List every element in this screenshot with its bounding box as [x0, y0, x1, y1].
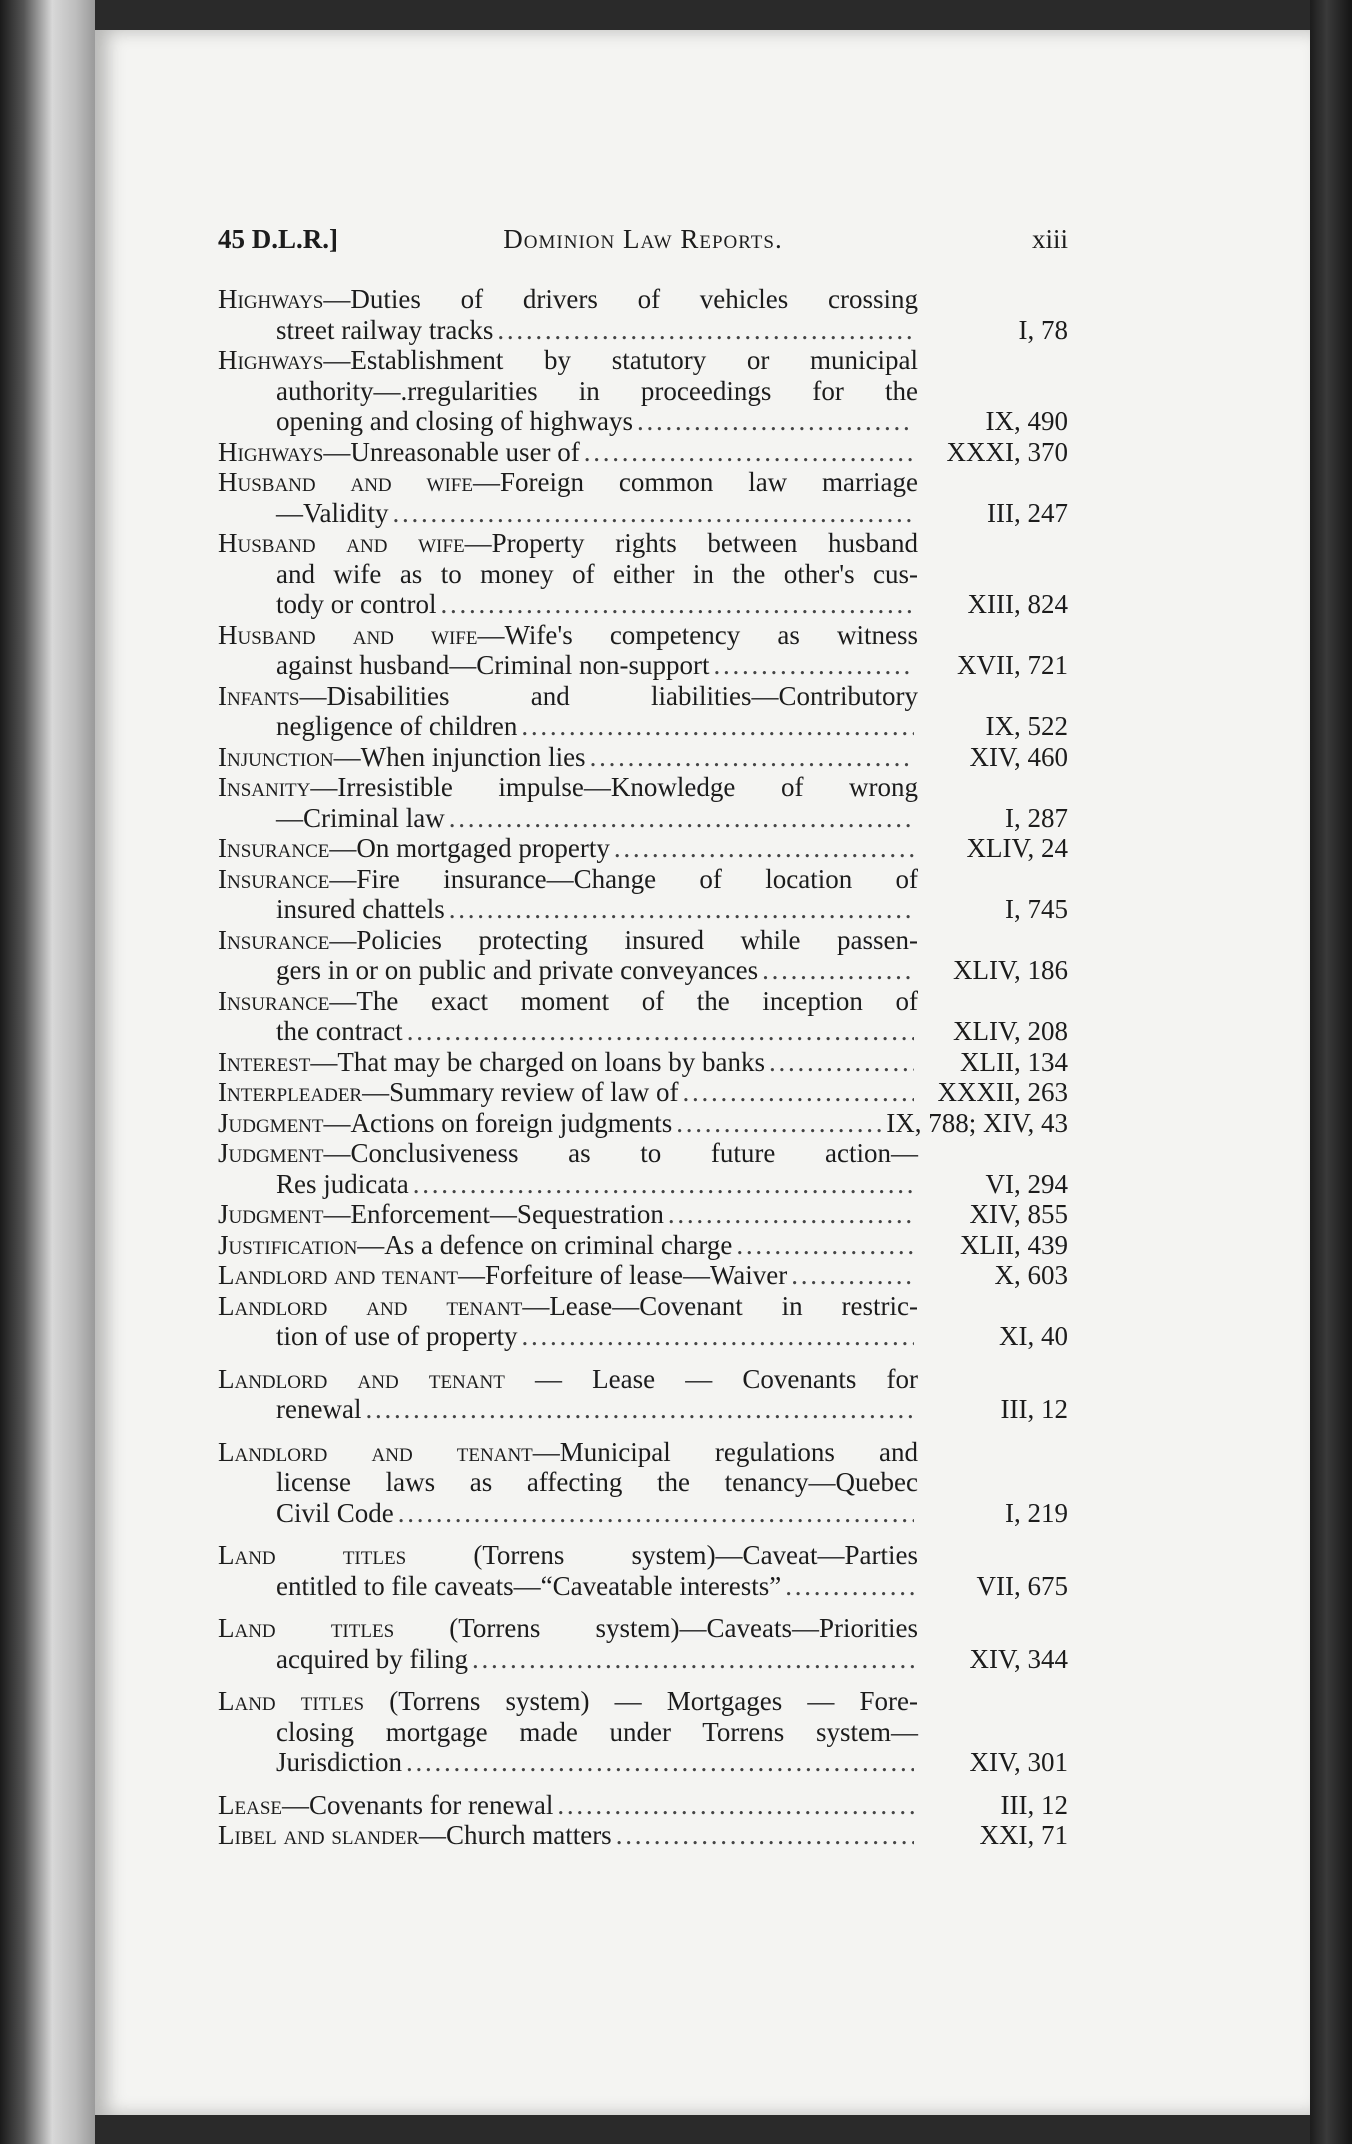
- entry-line: [218, 1108, 1068, 1139]
- entry-line: [218, 1077, 1068, 1108]
- entry-heading: Judgment: [218, 1107, 324, 1138]
- entry-text: —Forfeiture of lease—Waiver: [458, 1260, 788, 1290]
- entry-line: [218, 1686, 918, 1717]
- index-entry: [218, 1199, 1068, 1230]
- entry-heading: Highways: [218, 345, 324, 375]
- index-entry: [218, 284, 1068, 345]
- entry-line: [218, 894, 1068, 925]
- volume-label: 45 D.L.R.]: [218, 224, 338, 254]
- index-entry: [218, 620, 1068, 681]
- entry-text: renewal: [276, 1394, 362, 1424]
- index-entry: [218, 1230, 1068, 1261]
- index-entry: [218, 1077, 1068, 1108]
- entry-text: and wife as to money of either in the other's cus-: [276, 558, 918, 589]
- dot-leader: [637, 406, 914, 437]
- entry-heading: Judgment: [218, 1138, 324, 1168]
- page-number: xiii: [1031, 224, 1068, 254]
- dot-leader: [614, 833, 914, 864]
- entry-line: [218, 406, 1068, 437]
- entry-line: [218, 528, 918, 559]
- entry-line: [218, 1291, 918, 1322]
- volume-page-reference: I, 78: [1018, 314, 1068, 345]
- volume-page-reference: XIII, 824: [967, 589, 1068, 619]
- entry-heading: Lease: [218, 1789, 282, 1820]
- entry-text: —Summary review of law of: [362, 1077, 679, 1107]
- entry-heading: Landlord and tenant: [218, 1260, 459, 1290]
- entry-line: [218, 1199, 1068, 1230]
- index-entries: [218, 284, 1068, 1851]
- entry-heading: Husband and wife: [218, 467, 473, 497]
- entry-text: against husband—Criminal non-support: [276, 650, 710, 680]
- index-entry: [218, 1613, 1068, 1674]
- dot-leader: [521, 1321, 914, 1352]
- volume-page-reference: XXI, 71: [979, 1820, 1068, 1850]
- index-entry: [218, 986, 1068, 1047]
- index-entry: [218, 1047, 1068, 1078]
- index-entry: [218, 925, 1068, 986]
- volume-page-reference: XIV, 301: [969, 1747, 1068, 1777]
- dot-leader: [393, 498, 915, 529]
- entry-text: —Duties of drivers of vehicles crossing: [323, 284, 918, 314]
- dot-leader: [449, 894, 914, 925]
- entry-heading: Justification: [218, 1229, 358, 1260]
- volume-page-reference: IX, 788; XIV, 43: [886, 1107, 1068, 1138]
- entry-text: (Torrens system)—Caveats—Priorities: [394, 1613, 918, 1643]
- index-entry: [218, 1108, 1068, 1139]
- entry-line: [218, 1364, 918, 1395]
- volume-page-reference: XXXI, 370: [946, 436, 1068, 467]
- volume-page-reference: XXXII, 263: [937, 1077, 1068, 1107]
- index-entry: [218, 345, 1068, 437]
- dot-leader: [557, 1790, 914, 1821]
- entry-text: Jurisdiction: [276, 1747, 402, 1777]
- entry-line: [218, 1747, 1068, 1778]
- entry-text: gers in or on public and private conveyances: [276, 955, 759, 985]
- index-entry: [218, 1260, 1068, 1291]
- entry-line: [218, 437, 1068, 468]
- entry-text: the contract: [276, 1016, 403, 1046]
- entry-line: [218, 1047, 1068, 1078]
- entry-text: (Torrens system)—Caveat—Parties: [406, 1540, 919, 1570]
- entry-line: [218, 833, 1068, 864]
- entry-heading: Landlord and tenant: [218, 1363, 505, 1394]
- entry-line: [218, 681, 918, 712]
- volume-page-reference: VII, 675: [976, 1570, 1068, 1601]
- entry-heading: Injunction: [218, 741, 334, 772]
- entry-line: [218, 864, 918, 895]
- dot-leader: [440, 589, 914, 620]
- entry-line: [218, 803, 1068, 834]
- index-entry: [218, 1364, 1068, 1425]
- entry-text: —That may be charged on loans by banks: [310, 1046, 766, 1077]
- entry-text: tody or control: [276, 589, 437, 619]
- volume-page-reference: XLII, 134: [960, 1046, 1068, 1077]
- entry-text: —On mortgaged property: [329, 833, 610, 863]
- entry-heading: Highways: [218, 284, 324, 314]
- dot-leader: [791, 1260, 914, 1291]
- entry-text: —Conclusiveness as to future action—: [323, 1138, 918, 1168]
- entry-line: [218, 589, 1068, 620]
- entry-line: [218, 1498, 1068, 1529]
- entry-line: [218, 1169, 1068, 1200]
- entry-line: [218, 284, 918, 315]
- volume-page-reference: III, 12: [1000, 1394, 1068, 1424]
- index-entry: [218, 864, 1068, 925]
- dot-leader: [407, 1016, 914, 1047]
- dot-leader: [590, 742, 914, 773]
- entry-heading: Husband and wife: [218, 619, 478, 650]
- entry-text: —Criminal law: [276, 802, 445, 833]
- entry-line: [218, 345, 918, 376]
- entry-line: [218, 467, 918, 498]
- entry-line: [218, 1790, 1068, 1821]
- entry-text: Civil Code: [276, 1497, 394, 1528]
- volume-page-reference: XLIV, 186: [952, 955, 1068, 985]
- entry-text: —Municipal regulations and: [532, 1436, 918, 1467]
- entry-line: [218, 1394, 1068, 1425]
- dot-leader: [398, 1498, 914, 1529]
- entry-text: —Property rights between husband: [464, 528, 918, 558]
- entry-heading: Insurance: [218, 833, 330, 863]
- dot-leader: [762, 955, 914, 986]
- entry-text: —Unreasonable user of: [323, 436, 580, 467]
- entry-text: —Fire insurance—Change of location of: [329, 863, 918, 894]
- entry-heading: Insurance: [218, 924, 330, 955]
- dot-leader: [769, 1047, 914, 1078]
- entry-text: —Covenants for renewal: [282, 1789, 554, 1820]
- dot-leader: [406, 1747, 914, 1778]
- index-entry: [218, 1686, 1068, 1778]
- entry-line: [218, 711, 1068, 742]
- dot-leader: [683, 1077, 914, 1108]
- entry-line: [218, 1467, 918, 1498]
- volume-page-reference: XLIV, 24: [966, 833, 1068, 863]
- entry-text: —Policies protecting insured while passen-: [329, 924, 918, 955]
- entry-text: entitled to file caveats—“Caveatable interests”: [276, 1570, 782, 1601]
- entry-line: [218, 1717, 918, 1748]
- entry-line: [218, 1613, 918, 1644]
- index-entry: [218, 467, 1068, 528]
- dot-leader: [449, 803, 914, 834]
- entry-line: [218, 1230, 1068, 1261]
- volume-page-reference: X, 603: [994, 1260, 1068, 1290]
- entry-heading: Landlord and tenant: [218, 1436, 533, 1467]
- page-title: Dominion Law Reports.: [503, 224, 783, 254]
- dot-leader: [616, 1820, 914, 1851]
- entry-line: [218, 315, 1068, 346]
- entry-line: [218, 498, 1068, 529]
- volume-page-reference: XLIV, 208: [952, 1016, 1068, 1046]
- volume-page-reference: VI, 294: [985, 1168, 1068, 1199]
- entry-text: license laws as affecting the tenancy—Quebec: [276, 1467, 918, 1497]
- entry-text: (Torrens system) — Mortgages — Fore-: [364, 1686, 918, 1716]
- entry-text: — Lease — Covenants for: [504, 1363, 918, 1394]
- entry-heading: Judgment: [218, 1199, 324, 1229]
- volume-page-reference: IX, 490: [985, 406, 1068, 436]
- index-entry: [218, 833, 1068, 864]
- volume-page-reference: IX, 522: [985, 711, 1068, 741]
- entry-heading: Insurance: [218, 985, 330, 1016]
- entry-line: [218, 986, 918, 1017]
- dot-leader: [365, 1394, 914, 1425]
- entry-text: —Lease—Covenant in restric-: [522, 1290, 918, 1321]
- entry-text: —Church matters: [418, 1820, 612, 1850]
- entry-text: authority—.rregularities in proceedings for the: [276, 375, 918, 406]
- entry-heading: Interest: [218, 1046, 311, 1077]
- entry-text: Res judicata: [276, 1168, 409, 1199]
- entry-line: [218, 955, 1068, 986]
- index-entry: [218, 742, 1068, 773]
- entry-text: tion of use of property: [276, 1321, 518, 1351]
- index-entry: [218, 1291, 1068, 1352]
- volume-page-reference: III, 12: [1000, 1789, 1068, 1820]
- entry-heading: Interpleader: [218, 1077, 363, 1107]
- entry-text: opening and closing of highways: [276, 406, 633, 436]
- dot-leader: [713, 650, 914, 681]
- entry-heading: Infants: [218, 680, 300, 711]
- entry-text: —Actions on foreign judgments: [323, 1107, 673, 1138]
- entry-text: —Enforcement—Sequestration: [323, 1199, 664, 1229]
- entry-text: —Disabilities and liabilities—Contributory: [299, 680, 918, 711]
- index-entry: [218, 1437, 1068, 1529]
- entry-text: —Irresistible impulse—Knowledge of wrong: [310, 772, 918, 802]
- entry-line: [218, 925, 918, 956]
- entry-line: [218, 1644, 1068, 1675]
- entry-heading: Landlord and tenant: [218, 1290, 523, 1321]
- volume-page-reference: III, 247: [987, 497, 1068, 528]
- entry-heading: Insurance: [218, 863, 330, 894]
- volume-page-reference: I, 219: [1005, 1497, 1068, 1528]
- book-gutter: [0, 0, 95, 2144]
- entry-line: [218, 1820, 1068, 1851]
- dot-leader: [472, 1644, 914, 1675]
- entry-line: [218, 1016, 1068, 1047]
- index-entry: [218, 772, 1068, 833]
- dot-leader: [584, 437, 914, 468]
- entry-line: [218, 376, 918, 407]
- entry-line: [218, 559, 918, 590]
- volume-page-reference: XLII, 439: [960, 1229, 1068, 1260]
- entry-line: [218, 1260, 1068, 1291]
- dot-leader: [521, 711, 914, 742]
- entry-text: street railway tracks: [276, 314, 494, 345]
- entry-heading: Libel and slander: [218, 1820, 419, 1850]
- entry-line: [218, 742, 1068, 773]
- entry-line: [218, 1437, 918, 1468]
- entry-heading: Highways: [218, 436, 324, 467]
- running-header: [218, 224, 1068, 260]
- volume-page-reference: I, 287: [1005, 802, 1068, 833]
- entry-text: acquired by filing: [276, 1643, 468, 1674]
- entry-text: —Foreign common law marriage: [472, 467, 918, 497]
- dot-leader: [497, 315, 914, 346]
- dot-leader: [736, 1230, 914, 1261]
- index-entry: [218, 1820, 1068, 1851]
- entry-heading: Insanity: [218, 772, 311, 802]
- index-entry: [218, 528, 1068, 620]
- volume-page-reference: I, 745: [1005, 894, 1068, 924]
- entry-text: —Wife's competency as witness: [477, 619, 918, 650]
- entry-heading: Land titles: [218, 1686, 365, 1716]
- index-entry: [218, 1540, 1068, 1601]
- volume-page-reference: XIV, 855: [969, 1199, 1068, 1229]
- index-entry: [218, 437, 1068, 468]
- dot-leader: [413, 1169, 914, 1200]
- entry-heading: Land titles: [218, 1540, 407, 1570]
- entry-text: —Validity: [276, 497, 389, 528]
- volume-page-reference: XIV, 344: [969, 1643, 1068, 1674]
- dot-leader: [785, 1571, 914, 1602]
- entry-text: —Establishment by statutory or municipal: [323, 345, 918, 375]
- dot-leader: [676, 1108, 882, 1139]
- index-entry: [218, 1790, 1068, 1821]
- entry-line: [218, 650, 1068, 681]
- entry-line: [218, 772, 918, 803]
- index-entry: [218, 1138, 1068, 1199]
- entry-line: [218, 1540, 918, 1571]
- index-entry: [218, 681, 1068, 742]
- volume-page-reference: XVII, 721: [957, 650, 1068, 680]
- entry-text: —When injunction lies: [333, 741, 586, 772]
- volume-page-reference: XI, 40: [999, 1321, 1068, 1351]
- entry-line: [218, 1321, 1068, 1352]
- entry-line: [218, 1138, 918, 1169]
- book-edge: [1310, 0, 1352, 2144]
- entry-text: negligence of children: [276, 711, 518, 741]
- entry-line: [218, 620, 918, 651]
- dot-leader: [668, 1199, 914, 1230]
- entry-line: [218, 1571, 1068, 1602]
- entry-heading: Husband and wife: [218, 528, 465, 558]
- entry-text: —As a defence on criminal charge: [357, 1229, 733, 1260]
- entry-text: closing mortgage made under Torrens system—: [276, 1716, 918, 1747]
- entry-text: insured chattels: [276, 894, 445, 924]
- entry-text: —The exact moment of the inception of: [329, 985, 918, 1016]
- entry-heading: Land titles: [218, 1613, 395, 1643]
- volume-page-reference: XIV, 460: [969, 741, 1068, 772]
